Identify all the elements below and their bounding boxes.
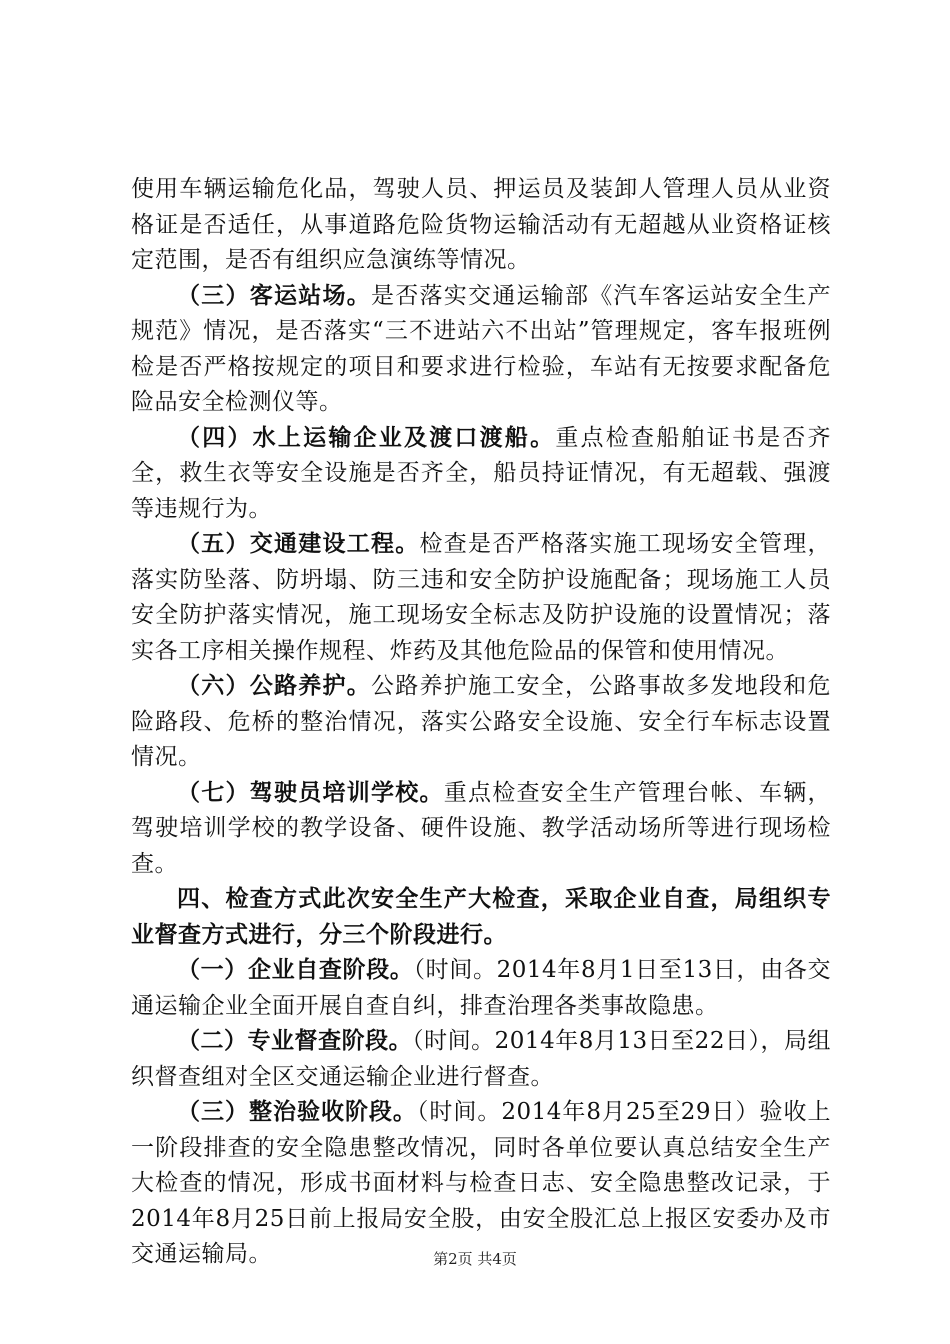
paragraph-text: 公路养护施工安全，公路事故多发地段和危险路段、危桥的整治情况，落实公路安全设施、安全行车标志设置情况。: [131, 673, 831, 770]
paragraph-heading: （二）专业督查阶段。: [177, 1028, 413, 1054]
document-body: [131, 172, 831, 1273]
paragraph-phase-self-check: [131, 953, 831, 1024]
paragraph-text: （时间。2014年8月13日至22日），局组织督查组对全区交通运输企业进行督查。: [131, 1028, 832, 1090]
page-number-footer: 第2页 共4页: [433, 1250, 517, 1268]
paragraph-heading: （三）整治验收阶段。: [177, 1099, 417, 1125]
paragraph-passenger-stations: [131, 279, 831, 421]
paragraph-phase-supervision: [131, 1024, 831, 1095]
paragraph-heading: （一）企业自查阶段。: [177, 957, 414, 983]
paragraph-text: 检查是否严格落实施工现场安全管理，落实防坠落、防坍塌、防三违和安全防护设施配备；现场施工人员安全防护落实情况，施工现场安全标志及防护设施的设置情况；落实各工序相关操作规程、炸药及其他危险品的保管和使用情况。: [131, 531, 831, 664]
paragraph-water-transport: [131, 421, 831, 528]
paragraph-text: 使用车辆运输危化品，驾驶人员、押运员及装卸人管理人员从业资格证是否适任，从事道路危险货物运输活动有无超越从业资格证核定范围，是否有组织应急演练等情况。: [131, 176, 831, 273]
section-heading-inspection-method: 四、检查方式此次安全生产大检查，采取企业自查，局组织专业督查方式进行，分三个阶段进行。: [131, 886, 831, 948]
paragraph-text: （时间。2014年8月25至29日）验收上一阶段排查的安全隐患整改情况，同时各单位要认真总结安全生产大检查的情况，形成书面材料与检查日志、安全隐患整改记录，于2014年8月25日前上报局安全股，由安全股汇总上报区安委办及市交通运输局。: [131, 1099, 831, 1267]
paragraph-driving-schools: [131, 776, 831, 883]
paragraph-text: 重点检查安全生产管理台帐、车辆，驾驶培训学校的教学设备、硬件设施、教学活动场所等进行现场检查。: [131, 779, 831, 877]
paragraph-heading: （四）水上运输企业及渡口渡船。: [177, 424, 556, 451]
paragraph-heading: （六）公路养护。: [177, 673, 371, 699]
paragraph-heading: （三）客运站场。: [177, 282, 371, 309]
paragraph-phase-acceptance: [131, 1095, 831, 1273]
paragraph-text: （时间。2014年8月1日至13日，由各交通运输企业全面开展自查自纠，排查治理各类事故隐患。: [131, 957, 831, 1019]
paragraph-text: 重点检查船舶证书是否齐全，救生衣等安全设施是否齐全，船员持证情况，有无超载、强渡等违规行为。: [131, 424, 832, 522]
paragraph-hazmat-continued: [131, 172, 831, 279]
paragraph-text: 是否落实交通运输部《汽车客运站安全生产规范》情况，是否落实“三不进站六不出站”管理规定，客车报班例检是否严格按规定的项目和要求进行检验，车站有无按要求配备危险品安全检测仪等。: [131, 282, 831, 415]
paragraph-heading: （七）驾驶员培训学校。: [177, 779, 444, 806]
paragraph-road-maintenance: [131, 669, 831, 776]
paragraph-construction: [131, 527, 831, 669]
paragraph-heading: （五）交通建设工程。: [177, 531, 420, 557]
